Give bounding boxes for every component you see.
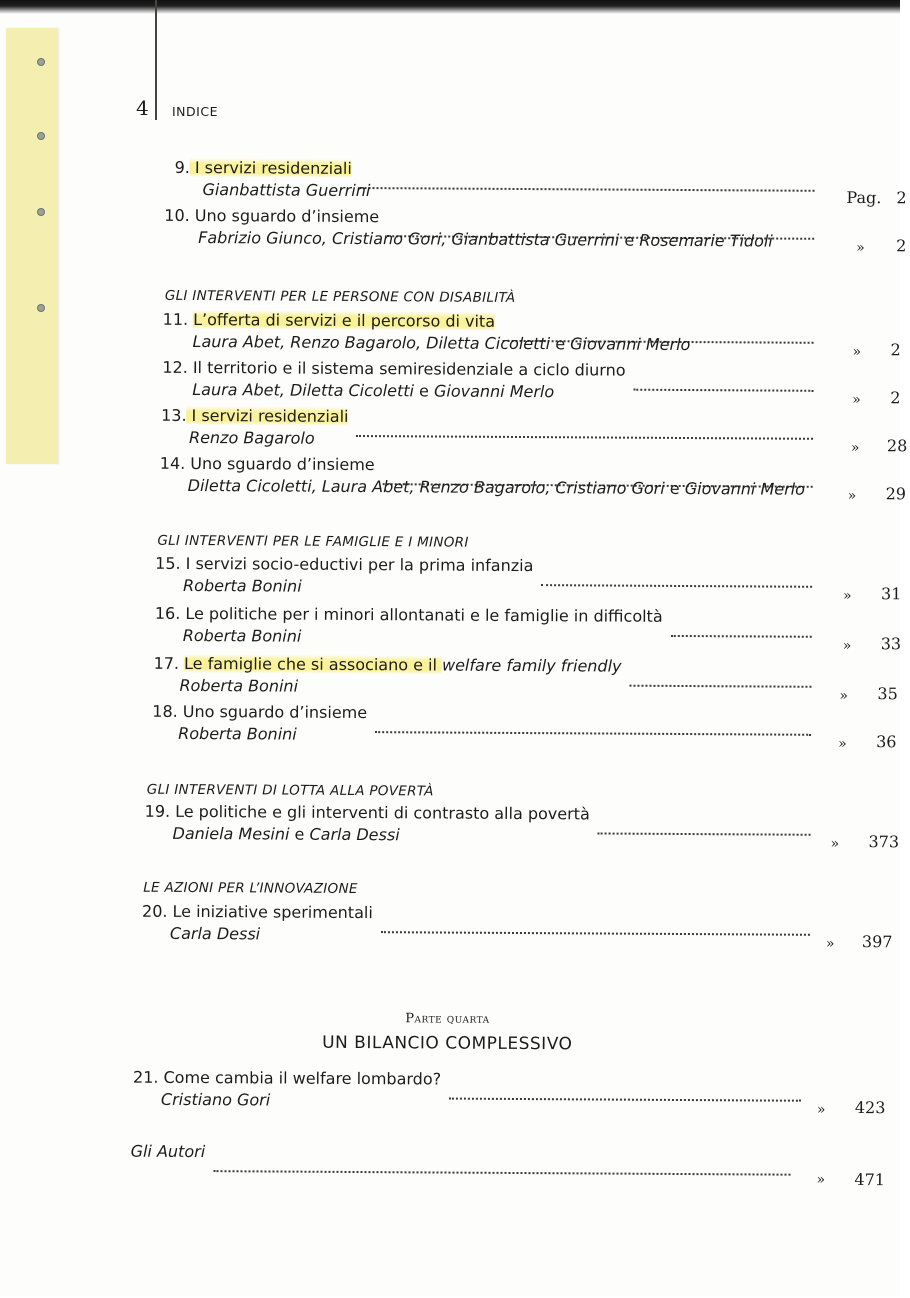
entry-page-prefix: » xyxy=(842,587,852,605)
entry-authors: Laura Abet, Renzo Bagarolo, Diletta Cicoletti e Giovanni Merlo xyxy=(192,331,691,355)
entry-page-number: 2 xyxy=(896,188,907,208)
toc-entry[interactable] xyxy=(155,604,900,653)
entry-page-number: 2 xyxy=(896,236,907,256)
toc-entry[interactable] xyxy=(161,405,908,457)
entry-title: Le famiglie che si associano e il welfare family friendly xyxy=(184,653,622,676)
entry-number: 21. xyxy=(133,1067,159,1087)
entry-page-number: 28 xyxy=(886,436,908,456)
section-heading: GLI INTERVENTI PER LE FAMIGLIE E I MINORI xyxy=(157,532,469,551)
leader-dots xyxy=(671,634,812,638)
leader-dots xyxy=(360,186,815,192)
entry-number: 11. xyxy=(162,309,189,329)
entry-number: 9. xyxy=(174,157,190,177)
leader-dots xyxy=(381,930,810,936)
entry-authors: Daniela Mesini e Carla Dessi xyxy=(172,823,400,845)
entry-authors: Cristiano Gori xyxy=(160,1089,271,1110)
leader-dots xyxy=(598,831,811,835)
entry-number: 16. xyxy=(154,603,181,623)
section-heading: GLI INTERVENTI PER LE PERSONE CON DISABILITÀ xyxy=(164,287,516,306)
toc-entry[interactable] xyxy=(174,157,907,208)
entry-page-number: 397 xyxy=(861,932,893,952)
toc-entry[interactable] xyxy=(152,702,899,751)
entry-page-prefix: » xyxy=(838,735,847,752)
entry-page-prefix: » xyxy=(830,835,840,852)
leader-dots xyxy=(541,583,812,588)
entry-page-number: 373 xyxy=(868,832,900,852)
entry-page-prefix: » xyxy=(850,440,860,457)
entry-title: I servizi residenziali xyxy=(187,406,349,426)
entry-title: Uno sguardo d’insieme xyxy=(182,701,368,723)
entry-title: Uno sguardo d’insieme xyxy=(194,206,380,227)
entry-title: I servizi socio-eductivi per la prima infanzia xyxy=(185,553,534,576)
entry-authors: Roberta Bonini xyxy=(178,723,297,744)
entry-title: I servizi residenziali xyxy=(190,158,352,178)
entry-authors: Roberta Bonini xyxy=(179,675,299,696)
entry-number: 12. xyxy=(162,357,188,377)
leader-dots xyxy=(449,1097,801,1102)
part-label: Parte quarta xyxy=(405,1011,490,1027)
entry-page-prefix: » xyxy=(852,392,861,409)
section-heading: LE AZIONI PER L’INNOVAZIONE xyxy=(143,879,358,898)
entry-page-number: 31 xyxy=(880,584,902,604)
entry-authors: Roberta Bonini xyxy=(183,575,302,596)
entry-number: 15. xyxy=(155,553,181,573)
entry-number: 10. xyxy=(164,205,190,225)
entry-authors: Laura Abet, Diletta Cicoletti e Giovanni Merlo xyxy=(192,379,555,402)
entry-number: 13. xyxy=(161,405,187,425)
toc-entry[interactable] xyxy=(144,802,898,851)
entry-page-prefix: » xyxy=(842,637,852,655)
entry-page-prefix: » xyxy=(816,1171,826,1188)
entry-title: Gli Autori xyxy=(130,1141,206,1162)
leader-dots xyxy=(633,388,813,392)
entry-number: 14. xyxy=(159,453,186,473)
entry-title: Come cambia il welfare lombardo? xyxy=(163,1067,442,1089)
entry-title: Le iniziative sperimentali xyxy=(172,901,373,923)
toc-entry[interactable] xyxy=(162,310,901,359)
entry-authors: Fabrizio Giunco, Cristiano Gori, Gianbattista Guerrini e Rosemarie Tidoli xyxy=(198,228,773,251)
entry-title: Le politiche e gli interventi di contrasto alla povertà xyxy=(175,801,590,824)
toc-entry[interactable] xyxy=(155,554,900,603)
entry-page-prefix: » xyxy=(847,487,857,505)
entry-page-prefix: » xyxy=(816,1101,826,1118)
entry-page-prefix: Pag. xyxy=(846,187,882,208)
entry-page-number: 2 xyxy=(890,388,901,408)
toc-entry[interactable] xyxy=(162,358,901,407)
toc-entry-authors[interactable] xyxy=(130,1142,896,1191)
entry-number: 18. xyxy=(152,701,178,721)
entry-authors: Diletta Cicoletti, Laura Abet, Renzo Bagarolo, Cristiano Gori e Giovanni Merlo xyxy=(187,475,806,499)
entry-authors: Carla Dessi xyxy=(169,923,261,944)
toc-entry[interactable] xyxy=(133,1068,897,1117)
leader-dots xyxy=(629,684,811,688)
toc-entry[interactable] xyxy=(159,453,907,505)
section-heading: GLI INTERVENTI DI LOTTA ALLA POVERTÀ xyxy=(146,781,434,800)
entry-title: Il territorio e il sistema semiresidenziale a ciclo diurno xyxy=(192,357,626,380)
leader-dots xyxy=(356,434,813,440)
entry-page-number: 36 xyxy=(876,732,897,752)
entry-page-number: 471 xyxy=(854,1170,886,1190)
header-page-number: 4 xyxy=(136,96,149,120)
entry-title: Le politiche per i minori allontanati e le famiglie in difficoltà xyxy=(185,603,663,626)
entry-title: Uno sguardo d’insieme xyxy=(190,453,375,475)
entry-page-prefix: » xyxy=(852,344,862,361)
leader-dots xyxy=(375,730,811,736)
entry-number: 19. xyxy=(144,801,171,821)
leader-dots xyxy=(213,1169,790,1176)
entry-page-number: 2 xyxy=(890,340,901,360)
entry-page-number: 423 xyxy=(854,1098,886,1118)
entry-number: 17. xyxy=(153,653,180,673)
entry-authors: Roberta Bonini xyxy=(182,625,302,646)
entry-page-prefix: » xyxy=(825,935,835,952)
entry-page-number: 29 xyxy=(885,484,907,504)
entry-page-prefix: » xyxy=(839,687,849,705)
entry-page-number: 33 xyxy=(880,634,902,654)
entry-page-prefix: » xyxy=(856,240,865,257)
entry-number: 20. xyxy=(142,901,168,921)
toc-entry[interactable] xyxy=(164,205,907,257)
toc-entry[interactable] xyxy=(153,654,899,703)
part-title: UN BILANCIO COMPLESSIVO xyxy=(322,1032,573,1055)
toc-entry[interactable] xyxy=(142,902,898,951)
entry-page-number: 35 xyxy=(877,684,898,704)
entry-authors: Gianbattista Guerrini xyxy=(202,180,371,201)
entry-title: L’offerta di servizi e il percorso di vita xyxy=(193,309,496,331)
header-title: INDICE xyxy=(172,104,218,119)
entry-authors: Renzo Bagarolo xyxy=(188,427,315,448)
